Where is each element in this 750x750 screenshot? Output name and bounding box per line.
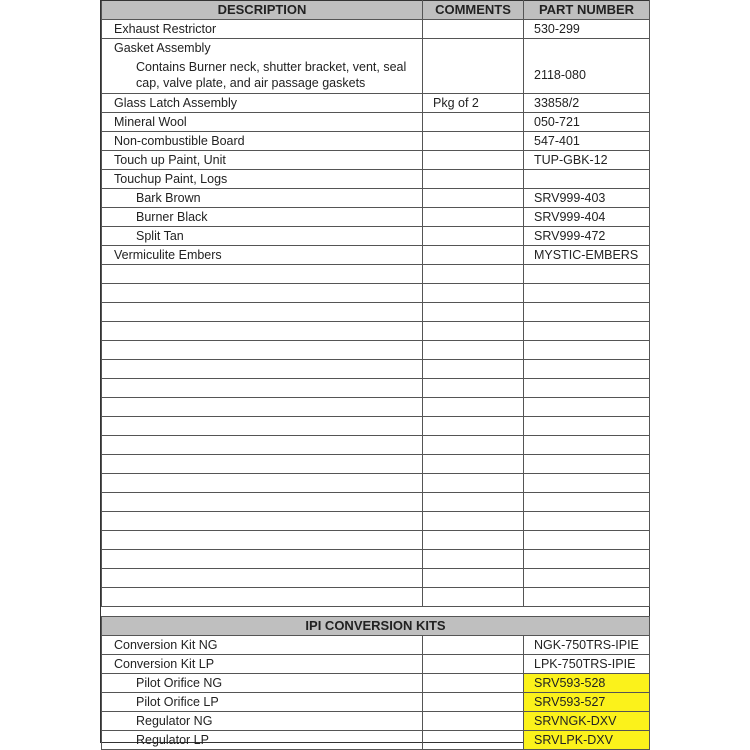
row-part-number: SRV999-472 — [524, 227, 650, 246]
table-row — [102, 57, 650, 94]
table-row — [102, 39, 650, 58]
row-part-number: 050-721 — [524, 113, 650, 132]
empty-row — [102, 303, 650, 322]
row-part-number: SRV999-403 — [524, 189, 650, 208]
row-comments — [423, 655, 524, 674]
empty-row — [102, 455, 650, 474]
table-row — [102, 731, 650, 750]
row-part-number: SRV999-404 — [524, 208, 650, 227]
row-description: Split Tan — [102, 227, 423, 246]
empty-row — [102, 265, 650, 284]
header-part-number: PART NUMBER — [524, 1, 650, 20]
row-part-number — [524, 39, 650, 58]
row-comments — [423, 636, 524, 655]
row-comments — [423, 20, 524, 39]
empty-row — [102, 512, 650, 531]
row-description: Exhaust Restrictor — [102, 20, 423, 39]
empty-row — [102, 379, 650, 398]
empty-row — [102, 493, 650, 512]
empty-row — [102, 341, 650, 360]
row-description: Contains Burner neck, shutter bracket, vent, seal cap, valve plate, and air passage gaskets — [102, 57, 423, 94]
empty-row — [102, 417, 650, 436]
row-comments — [423, 189, 524, 208]
header-description: DESCRIPTION — [102, 1, 423, 20]
row-comments — [423, 674, 524, 693]
row-description: Gasket Assembly — [102, 39, 423, 58]
empty-row — [102, 284, 650, 303]
row-comments — [423, 693, 524, 712]
row-description: Conversion Kit NG — [102, 636, 423, 655]
row-comments: Pkg of 2 — [423, 94, 524, 113]
table-row — [102, 655, 650, 674]
row-description: Non-combustible Board — [102, 132, 423, 151]
row-comments — [423, 208, 524, 227]
header-comments: COMMENTS — [423, 1, 524, 20]
row-comments — [423, 57, 524, 94]
table-row — [102, 246, 650, 265]
table-row — [102, 208, 650, 227]
empty-row — [102, 398, 650, 417]
row-part-number-highlighted: SRVNGK-DXV — [524, 712, 650, 731]
row-description: Bark Brown — [102, 189, 423, 208]
row-comments — [423, 170, 524, 189]
table-row — [102, 20, 650, 39]
row-description: Regulator NG — [102, 712, 423, 731]
row-comments — [423, 712, 524, 731]
row-part-number-highlighted: SRV593-528 — [524, 674, 650, 693]
row-part-number-highlighted: SRV593-527 — [524, 693, 650, 712]
parts-table — [101, 0, 650, 750]
table-row — [102, 712, 650, 731]
row-description: Pilot Orifice NG — [102, 674, 423, 693]
table-row — [102, 674, 650, 693]
row-comments — [423, 39, 524, 58]
empty-row — [102, 550, 650, 569]
empty-row — [102, 474, 650, 493]
table-row — [102, 693, 650, 712]
row-description: Mineral Wool — [102, 113, 423, 132]
row-comments — [423, 132, 524, 151]
table-row — [102, 113, 650, 132]
row-part-number: LPK-750TRS-IPIE — [524, 655, 650, 674]
parts-list-frame — [100, 0, 650, 747]
row-part-number: TUP-GBK-12 — [524, 151, 650, 170]
empty-row — [102, 436, 650, 455]
table-row — [102, 227, 650, 246]
section-header-row — [102, 617, 650, 636]
row-comments — [423, 113, 524, 132]
row-part-number-highlighted: SRVLPK-DXV — [524, 731, 650, 750]
table-row — [102, 189, 650, 208]
row-part-number: 530-299 — [524, 20, 650, 39]
row-comments — [423, 246, 524, 265]
row-part-number: NGK-750TRS-IPIE — [524, 636, 650, 655]
row-part-number: MYSTIC-EMBERS — [524, 246, 650, 265]
row-description: Touch up Paint, Unit — [102, 151, 423, 170]
row-comments — [423, 151, 524, 170]
row-comments — [423, 731, 524, 750]
table-row — [102, 170, 650, 189]
row-description: Vermiculite Embers — [102, 246, 423, 265]
row-description: Regulator LP — [102, 731, 423, 750]
table-header-row — [102, 1, 650, 20]
row-part-number: 547-401 — [524, 132, 650, 151]
row-part-number: 33858/2 — [524, 94, 650, 113]
row-description: Pilot Orifice LP — [102, 693, 423, 712]
row-description: Conversion Kit LP — [102, 655, 423, 674]
row-description: Touchup Paint, Logs — [102, 170, 423, 189]
empty-rows — [102, 265, 650, 617]
empty-row — [102, 322, 650, 341]
spacer-row — [102, 607, 650, 617]
empty-row — [102, 569, 650, 588]
table-row — [102, 94, 650, 113]
section-title-ipi-conversion-kits: IPI CONVERSION KITS — [102, 617, 650, 636]
empty-row — [102, 588, 650, 607]
table-row — [102, 636, 650, 655]
empty-row — [102, 531, 650, 550]
empty-row — [102, 360, 650, 379]
row-part-number: 2118-080 — [524, 57, 650, 94]
row-description: Burner Black — [102, 208, 423, 227]
row-description: Glass Latch Assembly — [102, 94, 423, 113]
row-comments — [423, 227, 524, 246]
row-part-number — [524, 170, 650, 189]
table-row — [102, 151, 650, 170]
table-row — [102, 132, 650, 151]
